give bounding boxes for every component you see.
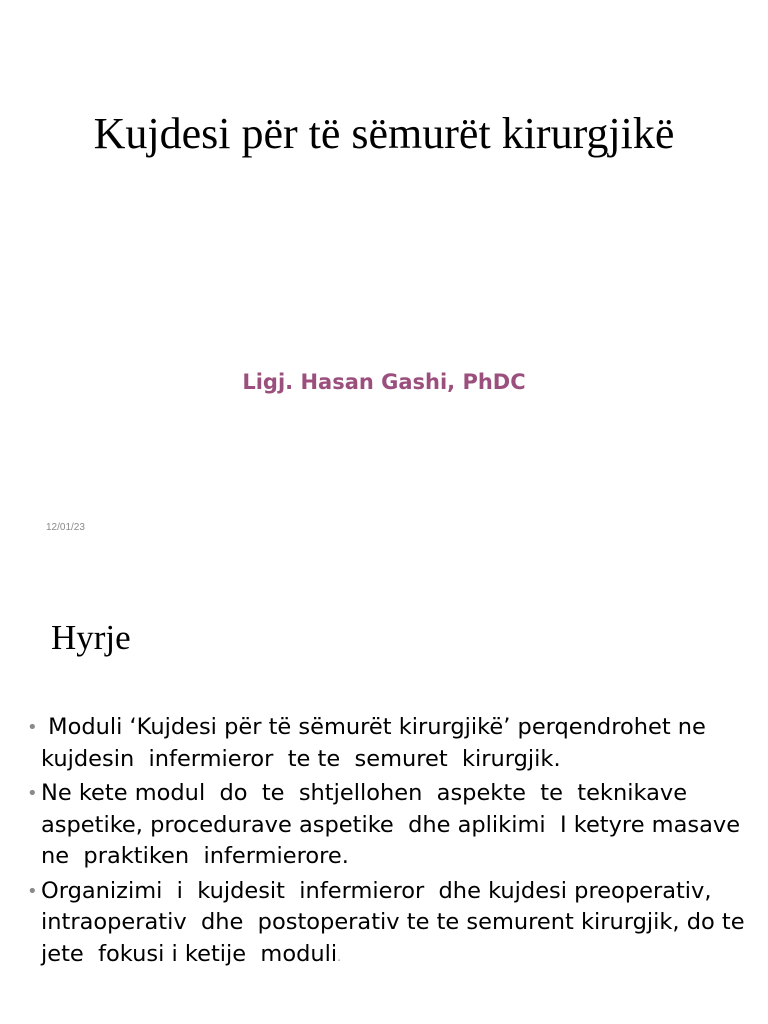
bullet-icon: •	[27, 717, 38, 738]
bullet-text: Moduli ‘Kujdesi për të sëmurët kirurgjikë’ perqendrohet ne kujdesin infermieror te te semuret kirurgjik.	[41, 714, 721, 772]
slide-date: 12/01/23	[46, 522, 85, 533]
slide-title: Kujdesi për të sëmurët kirurgjikë	[93, 109, 675, 158]
bullet-text: Organizimi i kujdesit infermieror dhe kujdesi preoperativ, intraoperativ dhe postoperativ te te semurent kirurgjik, do te jete fokusi i ketije moduli	[41, 877, 752, 967]
bullet-icon: •	[27, 880, 38, 902]
bullet-icon: •	[27, 783, 38, 804]
trailing-period: .	[337, 949, 341, 964]
section-heading: Hyrje	[51, 618, 131, 657]
presenter-name: Ligj. Hasan Gashi, PhDC	[242, 370, 526, 394]
intro-slide	[0, 580, 768, 1024]
list-item	[0, 712, 768, 775]
list-item	[0, 778, 768, 873]
list-item	[0, 876, 768, 974]
bullet-list	[0, 712, 768, 976]
bullet-text: Ne kete modul do te shtjellohen aspekte te teknikave aspetike, procedurave aspetike dhe aplikimi I ketyre masave ne praktiken infermierore.	[41, 780, 755, 869]
